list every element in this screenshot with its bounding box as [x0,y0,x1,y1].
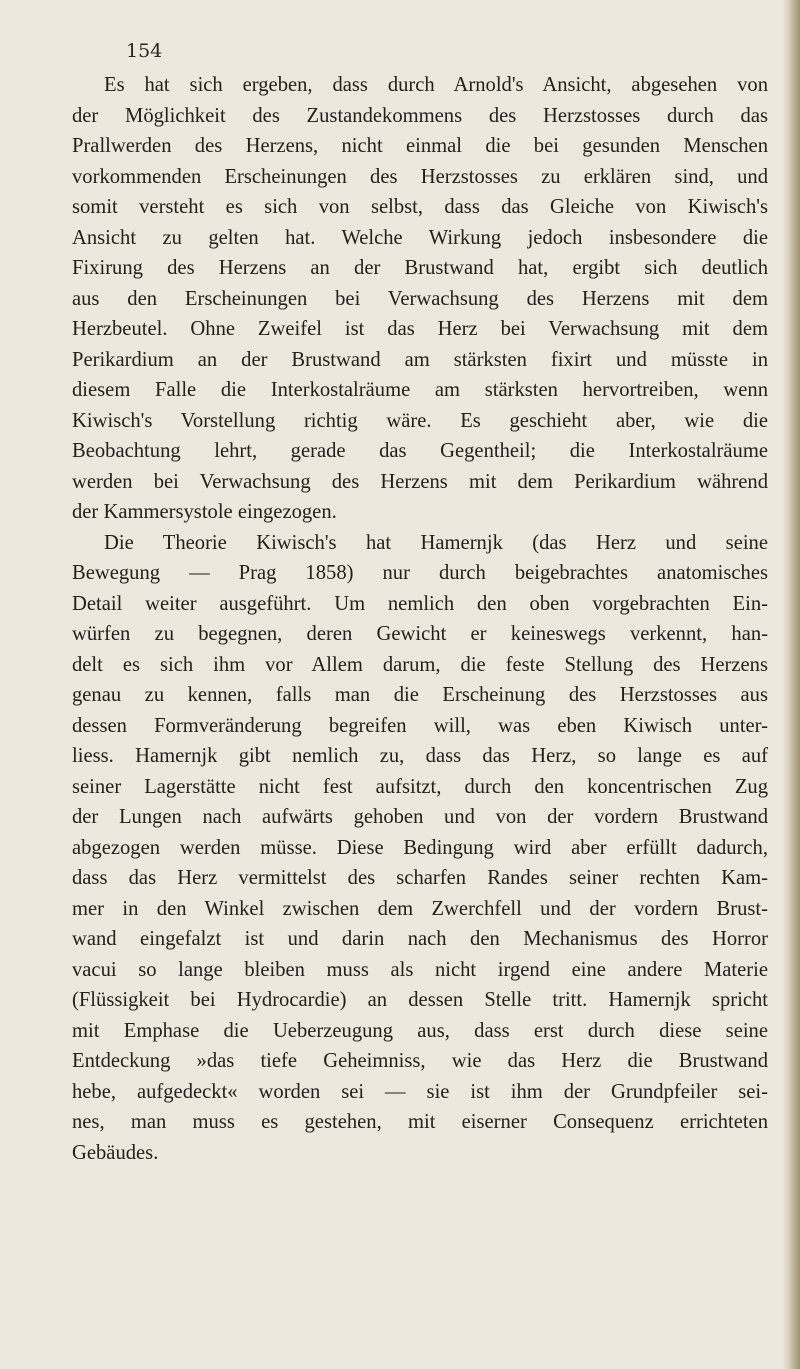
text-line: der Kammersystole eingezogen. [72,501,337,523]
text-line: Ansicht zu gelten hat. Welche Wirkung jedoch insbesondere die [72,226,768,249]
text-line: Beobachtung lehrt, gerade das Gegentheil; die Interkostalräume [72,440,768,462]
text-line: Detail weiter ausgeführt. Um nemlich den oben vorgebrachten Ein- [72,592,768,615]
text-line: diesem Falle die Interkostalräume am stärksten hervortreiben, wenn [72,379,768,401]
text-line: würfen zu begegnen, deren Gewicht er keineswegs verkennt, han- [72,623,768,645]
text-line: Gebäudes. [72,1141,159,1164]
page-number: 154 [126,40,163,62]
text-line: nes, man muss es gestehen, mit eiserner Consequenz errichteten [72,1111,768,1133]
text-line: Es hat sich ergeben, dass durch Arnold's Ansicht, abgesehen von [104,74,768,96]
text-line: wand eingefalzt ist und darin nach den Mechanismus des Horror [72,928,768,950]
text-line: hebe, aufgedeckt« worden sei — sie ist ihm der Grundpfeiler sei- [72,1080,768,1103]
paragraph-1 [72,70,768,528]
text-line: dessen Formveränderung begreifen will, was eben Kiwisch unter- [72,714,768,737]
text-line: Kiwisch's Vorstellung richtig wäre. Es geschieht aber, wie die [72,409,768,432]
text-line: Die Theorie Kiwisch's hat Hamernjk (das Herz und seine [104,531,768,554]
page-edge-shadow [782,0,800,1369]
text-line: Entdeckung »das tiefe Geheimniss, wie das Herz die Brustwand [72,1050,768,1072]
text-line: Fixirung des Herzens an der Brustwand hat, ergibt sich deutlich [72,257,768,279]
text-line: abgezogen werden müsse. Diese Bedingung wird aber erfüllt dadurch, [72,836,768,859]
text-line: (Flüssigkeit bei Hydrocardie) an dessen Stelle tritt. Hamernjk spricht [72,989,768,1011]
text-line: seiner Lagerstätte nicht fest aufsitzt, durch den koncentrischen Zug [72,775,768,798]
text-line: mer in den Winkel zwischen dem Zwerchfell und der vordern Brust- [72,897,768,920]
text-line: vorkommenden Erscheinungen des Herzstosses zu erklären sind, und [72,165,768,188]
text-line: der Möglichkeit des Zustandekommens des Herzstosses durch das [72,104,768,127]
text-line: vacui so lange bleiben muss als nicht irgend eine andere Materie [72,958,768,981]
text-line: Prallwerden des Herzens, nicht einmal die bei gesunden Menschen [72,135,768,157]
text-line: liess. Hamernjk gibt nemlich zu, dass das Herz, so lange es auf [72,745,768,767]
paragraph-2 [72,528,768,1169]
text-line: somit versteht es sich von selbst, dass das Gleiche von Kiwisch's [72,196,768,218]
text-line: dass das Herz vermittelst des scharfen Randes seiner rechten Kam- [72,867,768,889]
text-line: Perikardium an der Brustwand am stärksten fixirt und müsste in [72,348,768,371]
text-line: Herzbeutel. Ohne Zweifel ist das Herz bei Verwachsung mit dem [72,318,768,340]
text-line: werden bei Verwachsung des Herzens mit dem Perikardium während [72,470,768,493]
text-line: Bewegung — Prag 1858) nur durch beigebrachtes anatomisches [72,562,768,584]
text-line: delt es sich ihm vor Allem darum, die feste Stellung des Herzens [72,653,768,676]
text-line: genau zu kennen, falls man die Erscheinung des Herzstosses aus [72,684,768,706]
body-text [72,70,768,1168]
text-line: mit Emphase die Ueberzeugung aus, dass erst durch diese seine [72,1019,768,1042]
text-line: der Lungen nach aufwärts gehoben und von der vordern Brustwand [72,806,768,828]
text-line: aus den Erscheinungen bei Verwachsung des Herzens mit dem [72,287,768,310]
